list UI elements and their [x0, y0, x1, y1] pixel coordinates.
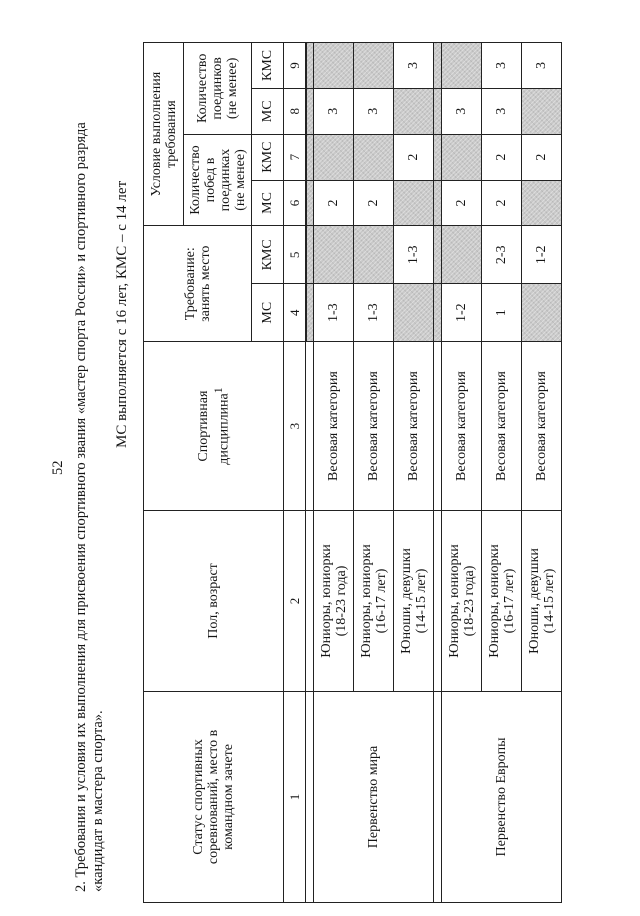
discipline-cell: Весовая категория	[442, 342, 482, 511]
column-number: 4	[284, 284, 306, 342]
separator-cell	[306, 284, 314, 342]
separator-cell	[434, 284, 442, 342]
requirements-table	[143, 42, 562, 903]
group-separator-row	[306, 43, 314, 903]
value-cell-place-kms: 1-3	[394, 226, 434, 284]
header-wins-kms: КМС	[252, 134, 284, 180]
value-cell-place-ms	[394, 284, 434, 342]
table-row	[314, 43, 354, 903]
value-cell-place-ms: 1-3	[314, 284, 354, 342]
value-cell-wins-kms	[354, 134, 394, 180]
header-discipline-text: Спортивная дисциплина	[195, 390, 232, 465]
value-cell-bouts-ms: 3	[442, 88, 482, 134]
age-requirement-note: МС выполняется с 16 лет, КМС – с 14 лет	[114, 180, 130, 448]
header-conditions: Условие выполнения требования	[144, 43, 184, 226]
header-bouts-ms: МС	[252, 88, 284, 134]
header-bouts-kms: КМС	[252, 43, 284, 89]
header-place-ms: МС	[252, 284, 284, 342]
intro-text-line-2: «кандидат в мастера спорта».	[90, 710, 106, 892]
gender-age-cell: Юноши, девушки (14-15 лет)	[394, 511, 434, 692]
separator-cell	[434, 342, 442, 511]
value-cell-bouts-kms: 3	[394, 43, 434, 89]
column-number: 2	[284, 511, 306, 692]
separator-cell	[306, 43, 314, 89]
value-cell-wins-ms: 2	[442, 180, 482, 226]
competition-status: Первенство мира	[314, 691, 434, 902]
group-separator-row	[434, 43, 442, 903]
value-cell-bouts-kms: 3	[522, 43, 562, 89]
competition-status: Первенство Европы	[442, 691, 562, 902]
gender-age-cell: Юниоры, юниорки (18-23 года)	[314, 511, 354, 692]
page-number: 52	[50, 460, 66, 475]
separator-cell	[434, 134, 442, 180]
value-cell-bouts-ms	[394, 88, 434, 134]
value-cell-wins-kms	[314, 134, 354, 180]
separator-cell	[306, 342, 314, 511]
table-row	[442, 43, 482, 903]
separator-cell	[434, 88, 442, 134]
column-number: 6	[284, 180, 306, 226]
header-status: Статус спортивных соревнований, место в командном зачете	[144, 691, 284, 902]
separator-cell	[306, 88, 314, 134]
separator-cell	[434, 43, 442, 89]
value-cell-bouts-kms	[442, 43, 482, 89]
header-bouts: Количество поединков (не менее)	[184, 43, 252, 135]
separator-cell	[306, 691, 314, 902]
header-wins-ms: МС	[252, 180, 284, 226]
column-number: 7	[284, 134, 306, 180]
value-cell-wins-ms: 2	[482, 180, 522, 226]
separator-cell	[306, 511, 314, 692]
value-cell-bouts-ms: 3	[482, 88, 522, 134]
header-place-kms: КМС	[252, 226, 284, 284]
value-cell-place-ms: 1	[482, 284, 522, 342]
separator-cell	[434, 691, 442, 902]
value-cell-place-kms: 1-2	[522, 226, 562, 284]
separator-cell	[434, 511, 442, 692]
separator-cell	[306, 226, 314, 284]
discipline-cell: Весовая категория	[354, 342, 394, 511]
value-cell-place-ms: 1-2	[442, 284, 482, 342]
value-cell-place-kms	[354, 226, 394, 284]
gender-age-cell: Юниоры, юниорки (16-17 лет)	[354, 511, 394, 692]
value-cell-bouts-ms: 3	[354, 88, 394, 134]
header-discipline	[144, 342, 284, 511]
value-cell-wins-ms	[522, 180, 562, 226]
column-number: 8	[284, 88, 306, 134]
separator-cell	[434, 180, 442, 226]
separator-cell	[434, 226, 442, 284]
separator-cell	[306, 180, 314, 226]
value-cell-place-kms: 2-3	[482, 226, 522, 284]
header-gender-age: Пол, возраст	[144, 511, 284, 692]
gender-age-cell: Юниоры, юниорки (16-17 лет)	[482, 511, 522, 692]
value-cell-place-ms	[522, 284, 562, 342]
footnote-marker: 1	[211, 387, 225, 394]
column-number: 1	[284, 691, 306, 902]
value-cell-bouts-kms	[314, 43, 354, 89]
column-number: 9	[284, 43, 306, 89]
header-requirement-place: Требование: занять место	[144, 226, 252, 342]
value-cell-place-ms: 1-3	[354, 284, 394, 342]
value-cell-wins-kms: 2	[482, 134, 522, 180]
separator-cell	[306, 134, 314, 180]
discipline-cell: Весовая категория	[394, 342, 434, 511]
value-cell-bouts-ms: 3	[314, 88, 354, 134]
value-cell-place-kms	[314, 226, 354, 284]
value-cell-wins-kms: 2	[394, 134, 434, 180]
column-number: 3	[284, 342, 306, 511]
value-cell-bouts-kms	[354, 43, 394, 89]
discipline-cell: Весовая категория	[482, 342, 522, 511]
discipline-cell: Весовая категория	[522, 342, 562, 511]
value-cell-wins-ms: 2	[314, 180, 354, 226]
column-number: 5	[284, 226, 306, 284]
value-cell-bouts-kms: 3	[482, 43, 522, 89]
value-cell-wins-ms: 2	[354, 180, 394, 226]
value-cell-wins-kms: 2	[522, 134, 562, 180]
value-cell-wins-kms	[442, 134, 482, 180]
value-cell-place-kms	[442, 226, 482, 284]
header-wins: Количество побед в поединках (не менее)	[184, 134, 252, 226]
discipline-cell: Весовая категория	[314, 342, 354, 511]
intro-text-line-1: 2. Требования и условия их выполнения для присвоения спортивного звания «мастер спорта России» и спортивного разряда	[73, 122, 89, 892]
value-cell-bouts-ms	[522, 88, 562, 134]
gender-age-cell: Юноши, девушки (14-15 лет)	[522, 511, 562, 692]
gender-age-cell: Юниоры, юниорки (18-23 года)	[442, 511, 482, 692]
column-numbers-row	[284, 43, 306, 903]
value-cell-wins-ms	[394, 180, 434, 226]
